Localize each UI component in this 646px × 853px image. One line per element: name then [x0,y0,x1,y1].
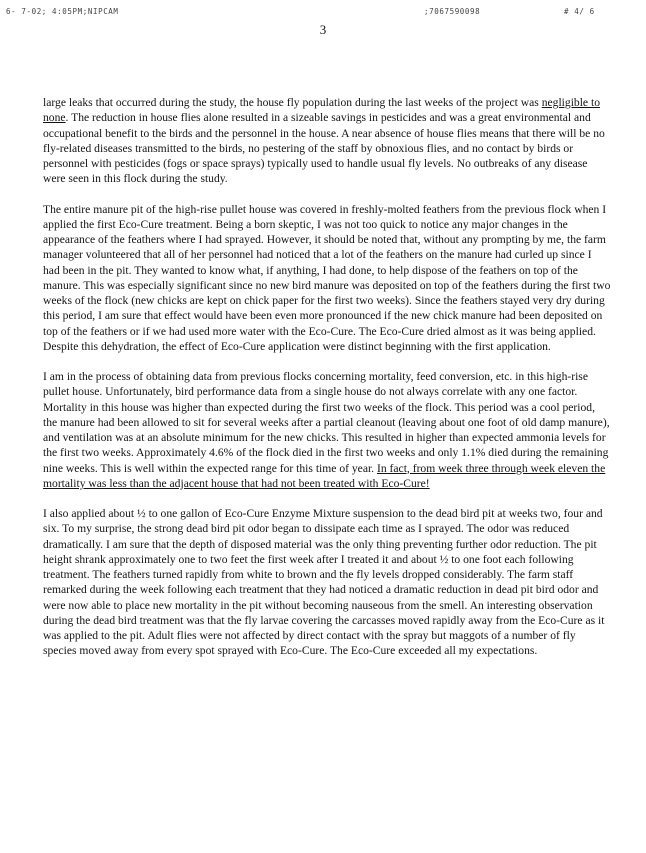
fax-transmission-stamp: 6- 7-02; 4:05PM;NIPCAM [6,7,119,16]
underlined-text: In fact, from week three through week eleven the mortality was less than the adjacent house that had not been treated with Eco-Cure! [43,461,606,490]
underlined-text: negligible to none [43,96,600,125]
paragraph-1 [43,95,611,187]
fax-page-count: # 4/ 6 [564,7,595,16]
text-run: large leaks that occurred during the study, the house fly population during the last weeks of the project was [43,96,542,109]
text-run: I am in the process of obtaining data from previous flocks concerning mortality, feed conversion, etc. in this high-rise pullet house. Unfortunately, bird performance data from a single house do not always correlate with any one factor. Mortality in this house was higher than expected during the first two weeks of the flock. This period was a cool period, the manure had been allowed to sit for several weeks after a partial cleanout (leaving about one foot of old damp manure), and ventilation was at an absolute minimum for the new chicks. This resulted in higher than expected ammonia levels for the first two weeks. Approximately 4.6% of the flock died in the first two weeks and only 1.1% died during the remaining nine weeks. This is well within the expected range for this time of year. [43,370,610,475]
fax-phone-number: ;7067590098 [424,7,481,16]
document-body [43,95,611,674]
page-number: 3 [319,22,327,37]
text-run: I also applied about ½ to one gallon of Eco-Cure Enzyme Mixture suspension to the dead bird pit at weeks two, four and six. To my surprise, the strong dead bird pit odor began to dissipate each time as I sprayed. The odor was reduced dramatically. I am sure that the depth of disposed material was the only thing preventing further odor reduction. The pit height shrank approximately one to two feet the first week after I treated it and about ½ to one foot each following treatment. The feathers turned rapidly from white to brown and the fly levels dropped considerably. The farm staff remarked during the week following each treatment that they had noticed a dramatic reduction in dead pit bird odor and were now able to place new mortality in the pit without becoming nauseous from the smell. An interesting observation during the dead bird treatment was that the fly larvae covering the carcasses moved rapidly away from the Eco-Cure as it was applied to the pit. Adult flies were not affected by direct contact with the spray but maggots of a number of fly species moved away from every spot sprayed with Eco-Cure. The Eco-Cure exceeded all my expectations. [43,507,605,658]
text-run: . The reduction in house flies alone resulted in a sizeable savings in pesticides and was a great environmental and occupational benefit to the birds and the personnel in the house. A near absence of house flies means that there will be no fly-related diseases transmitted to the birds, no pestering of the staff by obnoxious flies, and no contact by birds or personnel with pesticides (fogs or space sprays) typically used to handle usual fly levels. No outbreaks of any disease were seen in this flock during the study. [43,111,605,186]
text-run: The entire manure pit of the high-rise pullet house was covered in freshly-molted feathers from the previous flock when I applied the first Eco-Cure treatment. Being a born skeptic, I was not too quick to notice any major changes in the appearance of the feathers where I had sprayed. However, it should be noted that, without any prompting by me, the farm manager volunteered that all of her personnel had noticed that a lot of the feathers on the manure had curled up since I had been in the pit. They wanted to know what, if anything, I had done, to help dispose of the feathers on top of the manure. This was especially significant since no new bird manure was deposited on top of the feathers during the first two weeks of the flock (new chicks are kept on chick paper for the first two weeks). Since the feathers stayed very dry during this period, I am sure that effect would have been even more pronounced if the new chick manure had been deposited on top of the feathers or if we had used more water with the Eco-Cure. The Eco-Cure dried almost as it was being applied. Despite this dehydration, the effect of Eco-Cure application were distinct beginning with the first application. [43,202,611,353]
paragraph-2 [43,202,611,355]
paragraph-4 [43,506,611,659]
paragraph-3 [43,369,611,491]
fax-header [6,7,638,19]
